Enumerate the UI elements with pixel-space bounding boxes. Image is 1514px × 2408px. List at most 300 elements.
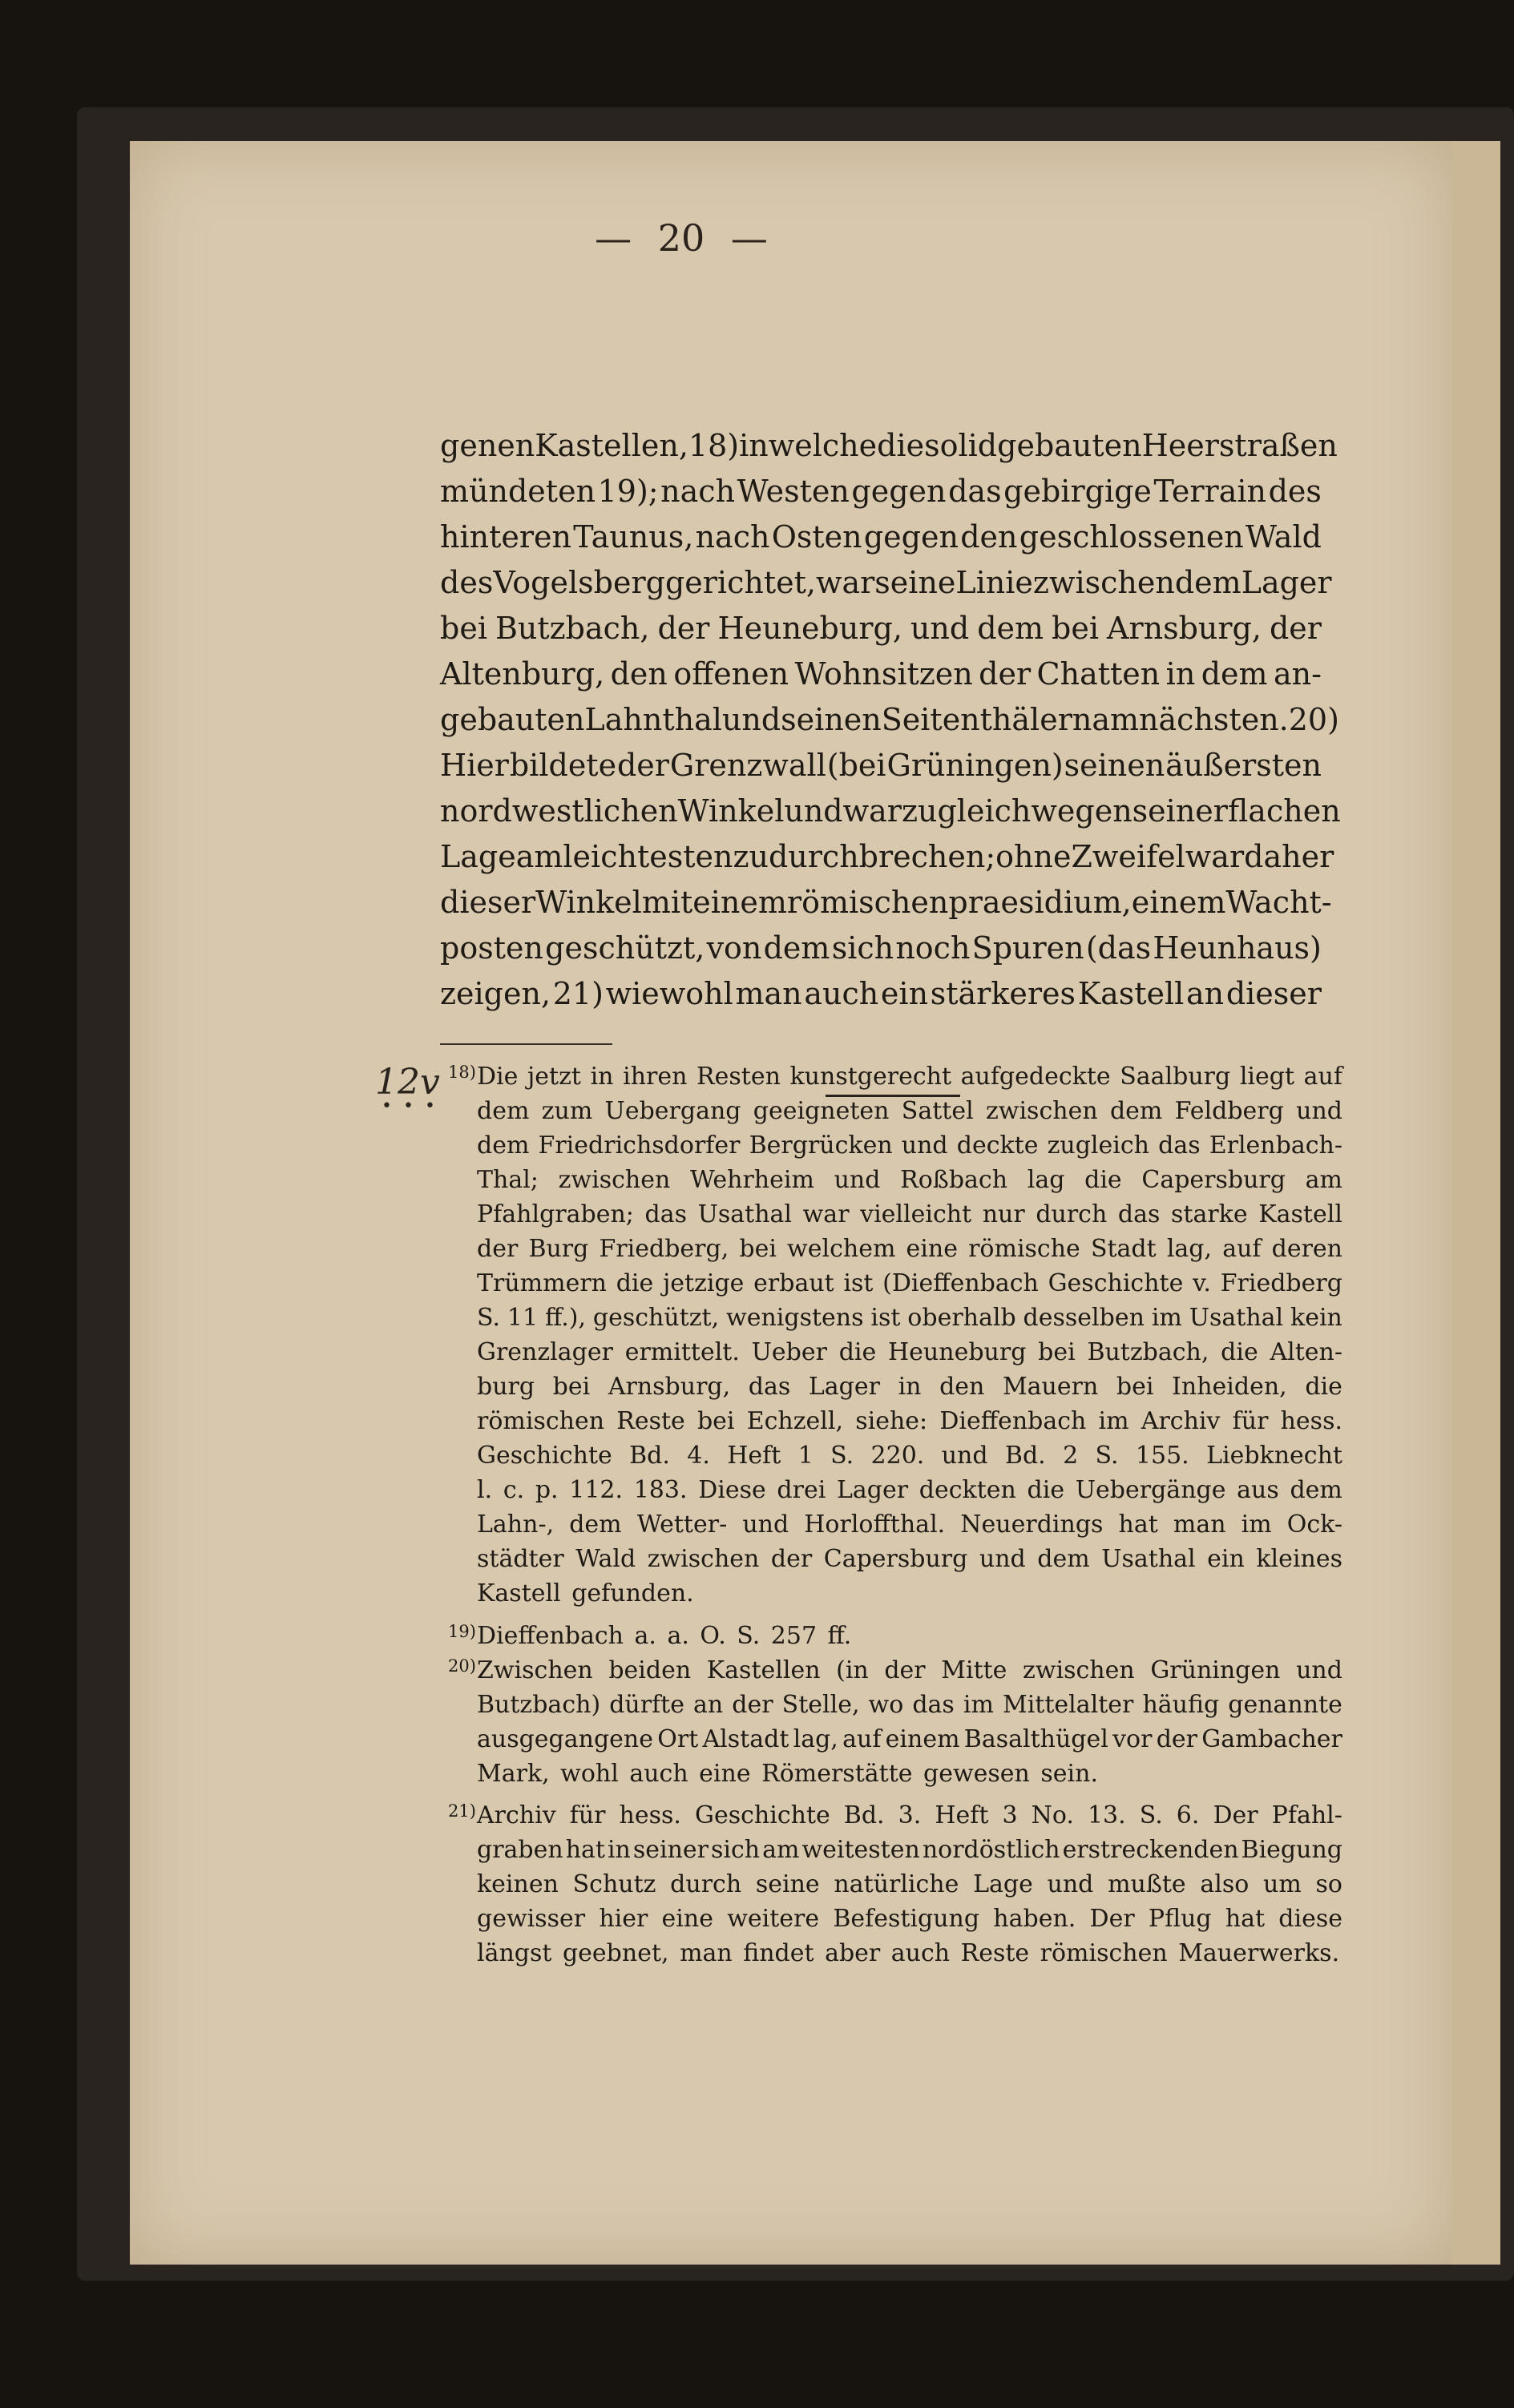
word: einem (885, 1725, 960, 1753)
text-line (477, 1902, 1342, 1936)
word: einem (692, 885, 787, 920)
word: Heuneburg, (717, 611, 902, 646)
word: der (616, 748, 669, 783)
word: Mauern (1002, 1373, 1099, 1401)
word: auf (1222, 1235, 1262, 1263)
word: gegen (863, 519, 959, 555)
word: Mitte (941, 1656, 1007, 1684)
word: S. (737, 1622, 761, 1650)
word: römischen (786, 885, 949, 920)
word: den (960, 519, 1018, 555)
word: gebauten (440, 702, 585, 737)
word: graben (477, 1836, 563, 1864)
word: Uebergänge (1075, 1476, 1226, 1504)
word: Roßbach (900, 1166, 1008, 1194)
word: bei (552, 1373, 591, 1401)
word: Ock- (1286, 1511, 1342, 1539)
footnote-marker: 18) (448, 1063, 476, 1082)
word: Der (1089, 1905, 1135, 1933)
word: der (770, 1545, 813, 1573)
word: und (784, 793, 843, 829)
word: findet (743, 1939, 814, 1967)
word: und (901, 1131, 948, 1160)
word: genannte (1228, 1691, 1342, 1719)
word: Saalburg (1120, 1063, 1231, 1091)
text-line (440, 834, 1334, 880)
word: ohne (995, 839, 1072, 874)
word: sich (831, 930, 894, 966)
word: Seitenthälern (881, 702, 1092, 737)
word: geschützt, (592, 1304, 720, 1332)
word: das (748, 1373, 791, 1401)
word: bei (739, 1235, 777, 1263)
word: und (910, 611, 970, 646)
word: 19); (597, 474, 659, 509)
word: Butzbach) (477, 1691, 601, 1719)
word: nach (695, 519, 770, 555)
word: den (610, 656, 668, 692)
word: Stelle, (781, 1691, 860, 1719)
word: längst (477, 1939, 552, 1967)
word: des (1268, 474, 1322, 509)
word: seiner (1132, 793, 1228, 829)
word: Terrain (1153, 474, 1266, 509)
word: Winkel (535, 885, 642, 920)
word: Befestigung (833, 1905, 980, 1933)
word: deckte (956, 1131, 1039, 1160)
word: jetzt (527, 1063, 581, 1091)
text-line (440, 560, 1332, 606)
word: die (877, 428, 925, 463)
word: zugleich (901, 793, 1032, 829)
word: mündeten (440, 474, 596, 509)
text-line (440, 514, 1322, 560)
word: zeigen, (440, 976, 551, 1011)
word: das (1158, 1131, 1201, 1160)
word: geschützt, (545, 930, 705, 966)
word: an (693, 1691, 724, 1719)
word: zugleich (1047, 1131, 1149, 1160)
text-line (477, 1438, 1342, 1473)
word: Pflug (1148, 1905, 1212, 1933)
text-line (477, 1619, 1342, 1653)
word: 20) (1288, 702, 1339, 737)
page-number-dash-left: — (595, 216, 632, 260)
word: zwischen (985, 1097, 1098, 1125)
word: S. (1095, 1442, 1119, 1470)
word: in (590, 1063, 614, 1091)
word: eine (699, 1760, 751, 1788)
word: bei (1116, 1373, 1154, 1401)
word: Kastell (1258, 1200, 1342, 1228)
word: 21) (552, 976, 604, 1011)
word: an- (1273, 656, 1322, 692)
word: erbaut (753, 1269, 834, 1297)
word: Spuren (971, 930, 1084, 966)
word: keinen (477, 1870, 559, 1898)
word: und (1047, 1870, 1094, 1898)
next-page-edge (1452, 141, 1500, 2265)
handwritten-margin-note: 12v (375, 1062, 440, 1103)
word: gegen (851, 474, 947, 509)
word: der (1156, 1725, 1198, 1753)
page-number-dash-right: — (730, 216, 768, 260)
word: genen (440, 428, 535, 463)
word: Grüningen) (886, 748, 1064, 783)
word: Kastellen, (535, 428, 688, 463)
word: Linie (955, 565, 1033, 600)
word: also (1200, 1870, 1250, 1898)
word: 2 (1063, 1442, 1079, 1470)
word: Bd. (843, 1801, 885, 1829)
word: 18) (688, 428, 740, 463)
word: nach (660, 474, 736, 509)
word: auch (890, 1939, 951, 1967)
text-line (440, 880, 1332, 926)
word: 1 (797, 1442, 814, 1470)
word: S. (830, 1442, 854, 1470)
word: Grenzwall (669, 748, 826, 783)
word: oberhalb (907, 1304, 1016, 1332)
word: den (939, 1373, 985, 1401)
word: von (706, 930, 762, 966)
word: Biegung (1241, 1836, 1342, 1864)
word: Echzell, (746, 1407, 844, 1435)
word: zwischen (647, 1545, 760, 1573)
word: geebnet, (562, 1939, 669, 1967)
word: jetzige (662, 1269, 745, 1297)
footnote-21 (448, 1798, 1342, 1970)
word: die (1084, 1166, 1122, 1194)
word: natürliche (834, 1870, 959, 1898)
word: und (1296, 1097, 1342, 1125)
word: einem (1131, 885, 1226, 920)
main-paragraph (440, 423, 1341, 1032)
word: 4. (687, 1442, 710, 1470)
word: geschlossenen (1019, 519, 1244, 555)
word: 112. (569, 1476, 624, 1504)
word: Hier (440, 748, 509, 783)
text-line (477, 1542, 1342, 1576)
word: nordöstlich (922, 1836, 1060, 1864)
word: Der (1213, 1801, 1258, 1829)
word: war (802, 1200, 850, 1228)
text-line (477, 1404, 1342, 1438)
word: burg (477, 1373, 535, 1401)
footnote-divider (440, 1043, 612, 1045)
word: Wacht- (1225, 885, 1332, 920)
word: nächsten. (1139, 702, 1289, 737)
word: v. (1193, 1269, 1211, 1297)
word: dem (1201, 656, 1268, 692)
word: Arnsburg, (1107, 611, 1262, 646)
word: Lahnthal (584, 702, 722, 737)
footnote-marker: 19) (448, 1622, 476, 1641)
word: solid (924, 428, 998, 463)
word: Liebknecht (1206, 1442, 1342, 1470)
word: 11 (507, 1304, 539, 1332)
word: war (842, 793, 902, 829)
word: (in (836, 1656, 869, 1684)
word: p. (535, 1476, 559, 1504)
word: kunstgerecht (789, 1063, 952, 1091)
word: römischen (1040, 1939, 1168, 1967)
word: Neuerdings (960, 1511, 1104, 1539)
word: um (1263, 1870, 1302, 1898)
word: bei (1052, 611, 1100, 646)
word: No. (1031, 1801, 1074, 1829)
footnote-20 (448, 1653, 1342, 1791)
word: Grüningen (1150, 1656, 1281, 1684)
word: in (1165, 656, 1196, 692)
word: römischen (477, 1407, 605, 1435)
word: der (1269, 611, 1322, 646)
footnote-marker: 20) (448, 1656, 476, 1676)
word: römische (968, 1235, 1080, 1263)
word: 6. (1176, 1801, 1200, 1829)
word: a. (667, 1622, 689, 1650)
word: erstreckenden (1062, 1836, 1239, 1864)
word: und (941, 1442, 988, 1470)
word: zwischen (558, 1166, 671, 1194)
word: Kastell (477, 1579, 561, 1607)
word: Lager (1241, 565, 1332, 600)
word: Lage (440, 839, 516, 874)
word: lag, (1166, 1235, 1213, 1263)
word: seinen (1064, 748, 1165, 783)
word: welchem (787, 1235, 896, 1263)
word: S. (1139, 1801, 1163, 1829)
word: das (1117, 1200, 1161, 1228)
word: aber (825, 1939, 881, 1967)
text-line (477, 1688, 1342, 1722)
word: zum (541, 1097, 593, 1125)
word: deckten (918, 1476, 1016, 1504)
text-line (440, 926, 1322, 971)
word: Archiv (1141, 1407, 1221, 1435)
word: ff.), (544, 1304, 586, 1332)
text-line (477, 1335, 1342, 1369)
word: die (616, 1269, 654, 1297)
word: das (912, 1691, 955, 1719)
word: hier (599, 1905, 648, 1933)
word: sich (711, 1836, 761, 1864)
word: das (644, 1200, 688, 1228)
word: l. (477, 1476, 493, 1504)
word: mit (641, 885, 693, 920)
word: gewisser (477, 1905, 586, 1933)
word: Dieffenbach (477, 1622, 624, 1650)
word: Wald (575, 1545, 636, 1573)
word: welche (768, 428, 878, 463)
word: Winkel (677, 793, 785, 829)
word: wenigstens (726, 1304, 864, 1332)
word: seiner (632, 1836, 709, 1864)
word: eine (661, 1905, 713, 1933)
word: städter (477, 1545, 564, 1573)
text-line (477, 1232, 1342, 1266)
word: weitesten (801, 1836, 920, 1864)
word: 13. (1087, 1801, 1126, 1829)
word: Heft (935, 1801, 989, 1829)
word: so (1315, 1870, 1342, 1898)
word: Dieffenbach (939, 1407, 1087, 1435)
word: Westen (737, 474, 850, 509)
word: kleines (1256, 1545, 1342, 1573)
word: hat (1225, 1905, 1266, 1933)
word: äußersten (1165, 748, 1322, 783)
text-line (440, 971, 1322, 1017)
footnote-19 (448, 1619, 1342, 1653)
text-line (477, 1507, 1342, 1542)
word: ein (1207, 1545, 1245, 1573)
word: im (1241, 1511, 1272, 1539)
word: 183. (633, 1476, 688, 1504)
word: Resten (696, 1063, 781, 1091)
word: diese (1278, 1905, 1342, 1933)
word: Alten- (1270, 1338, 1342, 1366)
word: dem (1037, 1545, 1090, 1573)
word: und (979, 1545, 1026, 1573)
word: Heft (727, 1442, 781, 1470)
word: man (1173, 1511, 1226, 1539)
text-line (477, 1301, 1342, 1335)
word: Kastell (1077, 976, 1185, 1011)
handwritten-dots: ••• (382, 1096, 446, 1116)
word: stärkeres (930, 976, 1076, 1011)
word: dem (1174, 565, 1241, 600)
word: Ueber (751, 1338, 827, 1366)
word: Arnsburg, (608, 1373, 731, 1401)
word: Lahn-, (477, 1511, 555, 1539)
word: aus (1237, 1476, 1279, 1504)
word: Geschichte (477, 1442, 612, 1470)
word: Friedberg, (599, 1235, 729, 1263)
word: Usathal (1101, 1545, 1196, 1573)
word: aufgedeckte (960, 1063, 1111, 1091)
word: dem (477, 1097, 530, 1125)
word: Thal; (477, 1166, 539, 1194)
word: Alstadt (702, 1725, 789, 1753)
word: dem (977, 611, 1044, 646)
page-number (441, 216, 922, 280)
word: 257 (770, 1622, 818, 1650)
word: an (1186, 976, 1225, 1011)
word: 155. (1135, 1442, 1189, 1470)
word: der (477, 1235, 519, 1263)
word: Usathal (1189, 1304, 1284, 1332)
word: in (607, 1836, 631, 1864)
word: und (721, 702, 781, 737)
word: Zwischen (477, 1656, 593, 1684)
text-line (477, 1266, 1342, 1301)
word: dem (763, 930, 830, 966)
word: Archiv (477, 1801, 556, 1829)
word: hat (565, 1836, 605, 1864)
word: im (1151, 1304, 1182, 1332)
word: hat (1118, 1511, 1158, 1539)
word: gefunden. (571, 1579, 694, 1607)
word: gebirgige (1003, 474, 1152, 509)
word: Heuneburg (888, 1338, 1027, 1366)
word: seine (755, 1870, 820, 1898)
word: deren (1271, 1235, 1342, 1263)
word: die (1221, 1338, 1258, 1366)
word: Uebergang (604, 1097, 741, 1125)
word: leichtesten (563, 839, 733, 874)
page-number-value: 20 (657, 216, 705, 260)
word: eine (906, 1235, 958, 1263)
word: Friedrichsdorfer (538, 1131, 741, 1160)
word: nur (982, 1200, 1025, 1228)
word: der (732, 1691, 773, 1719)
word: Pfahl- (1271, 1801, 1342, 1829)
word: wegen (1031, 793, 1132, 829)
word: für (1232, 1407, 1269, 1435)
word: am (762, 1836, 800, 1864)
word: ist (843, 1269, 874, 1297)
text-line (477, 1473, 1342, 1507)
word: Usathal (697, 1200, 793, 1228)
word: Heunhaus) (1153, 930, 1322, 966)
word: Reste (616, 1407, 685, 1435)
word: offenen (673, 656, 789, 692)
word: Reste (960, 1939, 1030, 1967)
word: auch (804, 976, 879, 1011)
word: Wetter- (636, 1511, 728, 1539)
text-line (477, 1936, 1342, 1970)
word: starke (1171, 1200, 1248, 1228)
word: c. (503, 1476, 525, 1504)
footnote-marker: 21) (448, 1801, 476, 1821)
word: kein (1290, 1304, 1342, 1332)
word: am (515, 839, 563, 874)
word: im (963, 1691, 994, 1719)
word: im (1098, 1407, 1129, 1435)
word: zwischen (1032, 565, 1175, 600)
word: Vogelsberg (493, 565, 665, 600)
word: und (1296, 1656, 1342, 1684)
word: gebauten (997, 428, 1142, 463)
word: Bd. (1004, 1442, 1046, 1470)
word: häufig (1142, 1691, 1220, 1719)
word: der (884, 1656, 926, 1684)
word: (bei (826, 748, 886, 783)
word: dem (1109, 1097, 1163, 1125)
word: durchbrechen; (768, 839, 996, 874)
word: Capersburg (823, 1545, 968, 1573)
word: ein (880, 976, 929, 1011)
word: Sattel (901, 1097, 974, 1125)
word: ausgegangene (477, 1725, 654, 1753)
word: Stadt (1090, 1235, 1157, 1263)
word: Taunus, (573, 519, 694, 555)
word: Geschichte (1048, 1269, 1184, 1297)
word: dem (477, 1131, 530, 1160)
word: Inheiden, (1172, 1373, 1287, 1401)
text-line (477, 1653, 1342, 1688)
word: Wald (1246, 519, 1322, 555)
text-line (477, 1059, 1342, 1094)
word: Lage (973, 1870, 1033, 1898)
word: noch (895, 930, 971, 966)
text-line (440, 469, 1322, 514)
footnote-18 (448, 1059, 1342, 1611)
word: Wohnsitzen (794, 656, 973, 692)
text-line (477, 1128, 1342, 1163)
word: Mittelalter (1002, 1691, 1134, 1719)
word: in (739, 428, 769, 463)
